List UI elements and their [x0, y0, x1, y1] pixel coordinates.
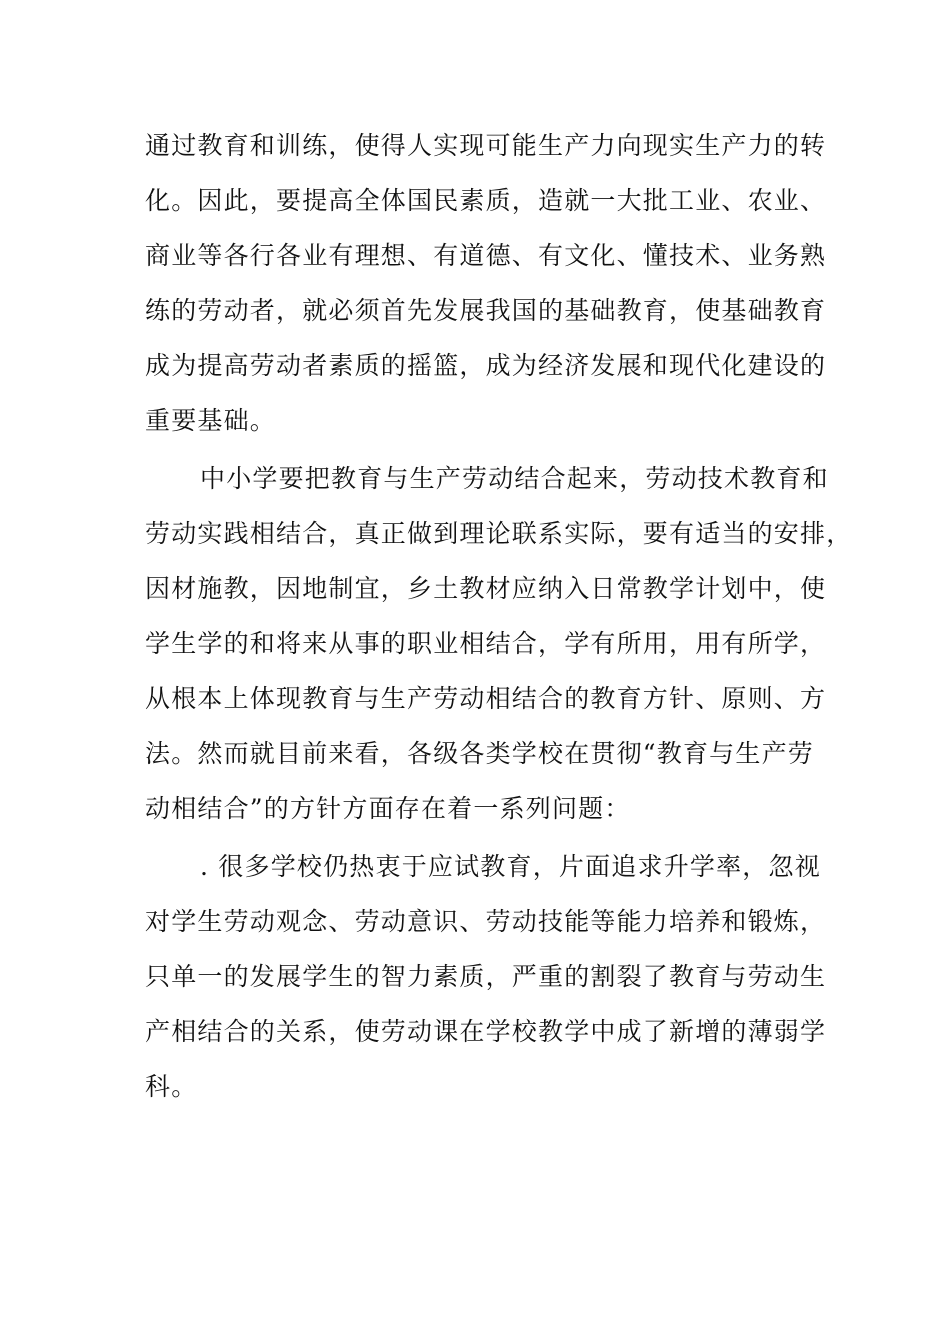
paragraph-1-line-5: 成为提高劳动者素质的摇篮，成为经济发展和现代化建设的 — [145, 351, 827, 380]
paragraph-2-line-5: 从根本上体现教育与生产劳动相结合的教育方针、原则、方 — [145, 684, 827, 713]
paragraph-2-line-3: 因材施教，因地制宜，乡土教材应纳入日常教学计划中，使 — [145, 574, 827, 603]
paragraph-2-line-6: 法。然而就目前来看，各级各类学校在贯彻“教育与生产劳 — [145, 739, 814, 768]
paragraph-1-line-4: 练的劳动者，就必须首先发展我国的基础教育，使基础教育 — [145, 296, 827, 325]
paragraph-2-line-1: 中小学要把教育与生产劳动结合起来，劳动技术教育和 — [200, 464, 829, 493]
paragraph-2-line-7: 动相结合”的方针方面存在着一系列问题： — [145, 794, 631, 823]
paragraph-1-line-6: 重要基础。 — [145, 406, 277, 435]
paragraph-1-line-1: 通过教育和训练，使得人实现可能生产力向现实生产力的转 — [145, 131, 827, 160]
paragraph-1-line-3: 商业等各行各业有理想、有道德、有文化、懂技术、业务熟 — [145, 241, 827, 270]
paragraph-3-line-1: . 很多学校仍热衷于应试教育，片面追求升学率，忽视 — [200, 852, 821, 881]
paragraph-2-line-4: 学生学的和将来从事的职业相结合，学有所用，用有所学， — [145, 629, 827, 658]
paragraph-3-line-2: 对学生劳动观念、劳动意识、劳动技能等能力培养和锻炼， — [145, 907, 827, 936]
paragraph-2-line-2: 劳动实践相结合，真正做到理论联系实际，要有适当的安排， — [145, 519, 853, 548]
paragraph-3-line-5: 科。 — [145, 1072, 198, 1101]
paragraph-1-line-2: 化。因此，要提高全体国民素质，造就一大批工业、农业、 — [145, 186, 827, 215]
paragraph-3-line-4: 产相结合的关系，使劳动课在学校教学中成了新增的薄弱学 — [145, 1017, 827, 1046]
paragraph-3-line-3: 只单一的发展学生的智力素质，严重的割裂了教育与劳动生 — [145, 962, 827, 991]
